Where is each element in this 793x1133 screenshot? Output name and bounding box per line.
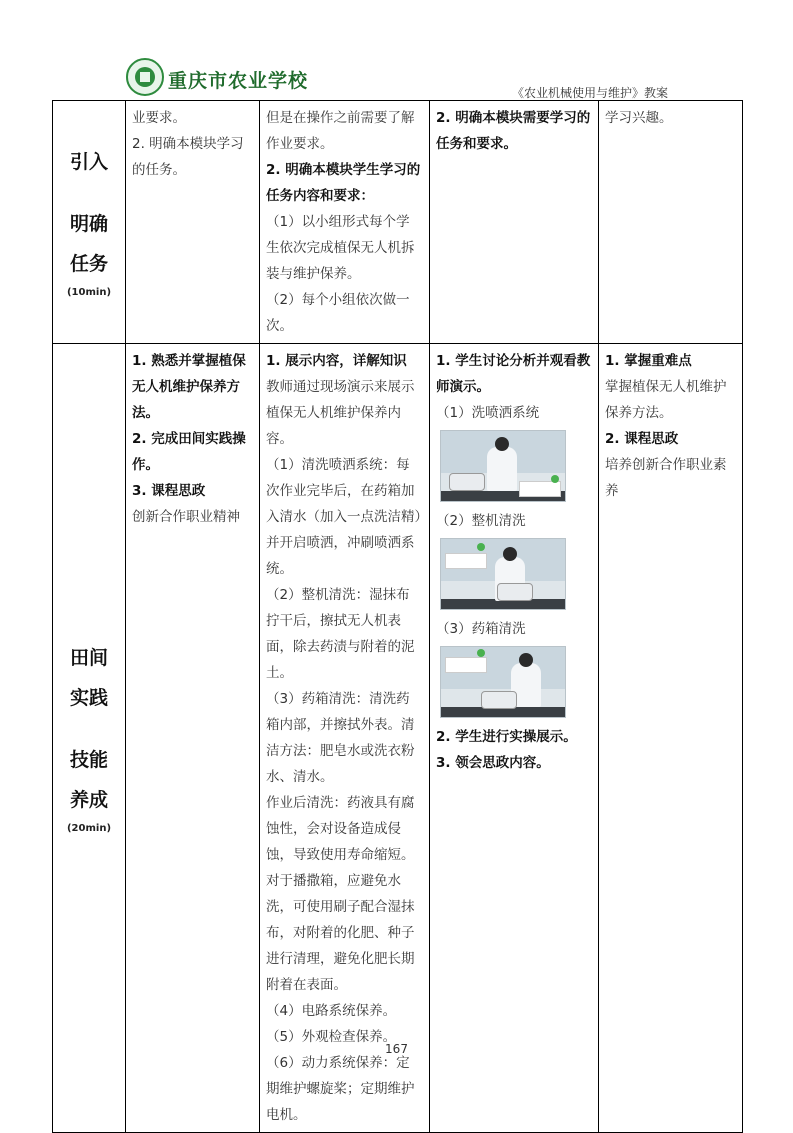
photo-caption: （1）洗喷洒系统 [436,405,540,421]
teacher-item: （5）外观检查保养。 [266,1029,397,1045]
teacher-intro: 但是在操作之前需要了解作业要求。 [266,110,415,152]
objective-heading: 3. 课程思政 [132,483,206,499]
design-text: 培养创新合作职业素养 [605,457,727,499]
stage-label: 任务 [69,253,108,275]
page-header [0,0,793,100]
student-heading: 3. 领会思政内容。 [436,755,550,771]
document-title: 《农业机械使用与维护》教案 [512,86,669,100]
stage-cell [53,101,126,344]
teacher-heading: 2. 明确本模块学生学习的任务内容和要求： [266,162,421,204]
page-number: 167 [385,1042,408,1056]
design-text: 学习兴趣。 [605,110,673,126]
design-heading: 2. 课程思政 [605,431,679,447]
design-intent-cell [599,344,743,1133]
stage-time: (20min) [66,823,112,834]
stage-time: (10min) [66,287,112,298]
demo-photo-whole-machine [440,538,566,610]
design-heading: 1. 掌握重难点 [605,353,692,369]
teacher-activity-cell [260,101,430,344]
teacher-heading: 1. 展示内容，详解知识 [266,353,407,369]
school-name: 重庆市农业学校 [168,70,309,92]
photo-caption: （3）药箱清洗 [436,621,526,637]
stage-cell [53,344,126,1133]
objectives-cell [126,344,260,1133]
stage-label: 技能 [69,749,108,771]
photo-caption: （2）整机清洗 [436,513,526,529]
student-heading: 1. 学生讨论分析并观看教师演示。 [436,353,591,395]
objective-text: 2. 明确本模块学习的任务。 [132,136,244,178]
stage-label: 实践 [69,687,108,709]
teacher-item: （6）动力系统保养：定期维护螺旋桨；定期维护电机。 [266,1055,415,1123]
teacher-item: （4）电路系统保养。 [266,1003,397,1019]
school-logo-icon [126,58,164,96]
stage-label: 田间 [69,647,108,669]
teacher-item: （1）以小组形式每个学生依次完成植保无人机拆装与维护保养。 [266,214,415,282]
design-text: 掌握植保无人机维护保养方法。 [605,379,727,421]
teacher-item: （2）每个小组依次做一次。 [266,292,410,334]
student-activity-cell [430,101,599,344]
demo-photo-tank [440,646,566,718]
objective-heading: 1. 熟悉并掌握植保无人机维护保养方法。 [132,353,246,421]
objectives-cell [126,101,260,344]
teacher-item: （3）药箱清洗：清洗药箱内部，并擦拭外表。清洁方法：肥皂水或洗衣粉水、清水。 [266,691,415,785]
student-heading: 2. 明确本模块需要学习的任务和要求。 [436,110,591,152]
teacher-item: 作业后清洗：药液具有腐蚀性，会对设备造成侵蚀，导致使用寿命缩短。对于播撒箱，应避免水洗，可使用刷子配合湿抹布，对附着的化肥、种子进行清理，避免化肥长期附着在表面。 [266,795,415,993]
table-row [53,101,743,344]
lesson-plan-table [52,100,743,1133]
teacher-intro: 教师通过现场演示来展示植保无人机维护保养内容。 [266,379,415,447]
objective-text: 创新合作职业精神 [132,509,240,525]
objective-heading: 2. 完成田间实践操作。 [132,431,246,473]
stage-label: 明确 [69,213,108,235]
table-row [53,344,743,1133]
stage-label: 养成 [69,789,108,811]
teacher-item: （1）清洗喷洒系统：每次作业完毕后，在药箱加入清水（加入一点洗洁精）并开启喷洒，冲刷喷洒系统。 [266,457,422,577]
student-heading: 2. 学生进行实操展示。 [436,729,577,745]
teacher-activity-cell [260,344,430,1133]
objective-text: 业要求。 [132,110,186,126]
student-activity-cell [430,344,599,1133]
design-intent-cell [599,101,743,344]
demo-photo-spray-system [440,430,566,502]
teacher-item: （2）整机清洗：湿抹布拧干后，擦拭无人机表面，除去药渍与附着的泥土。 [266,587,415,681]
stage-label: 引入 [69,151,108,173]
